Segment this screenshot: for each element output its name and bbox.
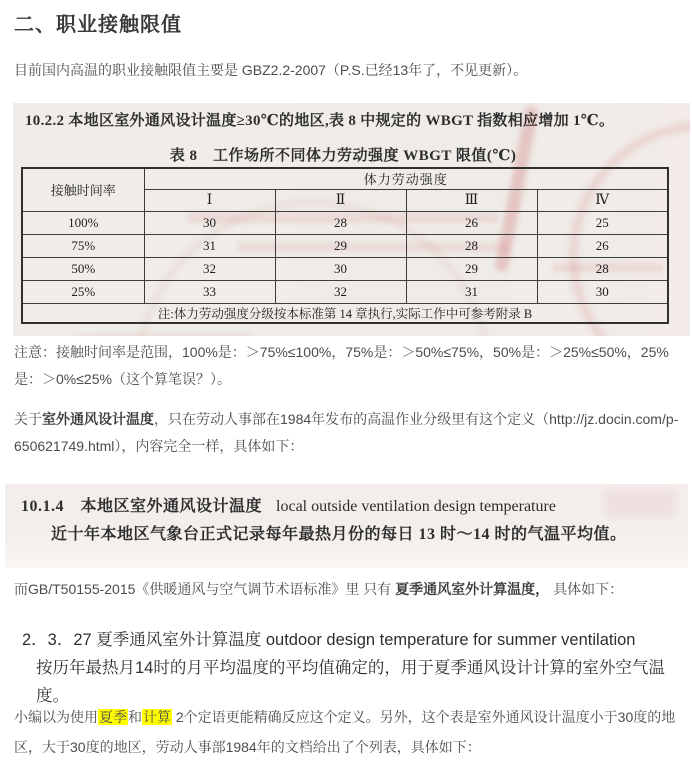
red-stamp-smudge bbox=[73, 333, 253, 336]
cell-value: 30 bbox=[144, 211, 275, 234]
cell-value: 28 bbox=[406, 234, 537, 257]
cell-value: 28 bbox=[275, 211, 406, 234]
intro-paragraph: 目前国内高温的职业接触限值主要是 GBZ2.2-2007（P.S.已经13年了，不见更新）。 bbox=[14, 62, 528, 78]
table-row bbox=[22, 234, 668, 257]
gbt-standard-paragraph bbox=[14, 576, 686, 603]
clause-definition: 近十年本地区气象台正式记录每年最热月份的每日 13 时～14 时的气温平均值。 bbox=[51, 526, 627, 543]
table-group-header: 体力劳动强度 bbox=[144, 168, 668, 189]
column-header: Ⅲ bbox=[406, 189, 537, 211]
about-prefix: 关于 bbox=[14, 411, 42, 427]
cell-value: 32 bbox=[275, 280, 406, 303]
definition-quote-2-3-27 bbox=[14, 626, 692, 710]
gbt-suffix: 具体如下： bbox=[549, 581, 624, 597]
cell-value: 33 bbox=[144, 280, 275, 303]
clause-term-cn: 10.1.4 本地区室外通风设计温度 bbox=[21, 498, 263, 515]
cell-value: 26 bbox=[537, 234, 668, 257]
cell-value: 32 bbox=[144, 257, 275, 280]
wbgt-limit-table bbox=[21, 167, 669, 324]
table-row bbox=[22, 211, 668, 234]
cell-value: 29 bbox=[406, 257, 537, 280]
cell-value: 30 bbox=[275, 257, 406, 280]
highlighted-word-summer: 夏季 bbox=[99, 709, 127, 725]
term-summer-ventilation-outdoor-temp: 夏季通风室外计算温度， bbox=[395, 581, 550, 597]
scanned-standard-image-wbgt-table[interactable] bbox=[13, 103, 690, 336]
cell-value: 31 bbox=[406, 280, 537, 303]
table-row bbox=[22, 257, 668, 280]
cell-value: 26 bbox=[406, 211, 537, 234]
cell-value: 29 bbox=[275, 234, 406, 257]
quote-line-1: 2．3．27 夏季通风室外计算温度 outdoor design temperature for summer ventilation bbox=[22, 631, 636, 649]
about-rest-with-url: ，只在劳动人事部在1984年发布的高温作业分级里有这个定义（http://jz.docin.com/p-650621749.html），内容完全一样，具体如下： bbox=[14, 411, 679, 454]
term-outdoor-ventilation-design-temperature: 室外通风设计温度 bbox=[42, 411, 154, 427]
table-row bbox=[22, 280, 668, 303]
opinion-prefix: 小编以为使用 bbox=[14, 709, 98, 725]
clause-10-2-2: 10.2.2 本地区室外通风设计温度≥30℃的地区,表 8 中规定的 WBGT 指数相应增加 1℃。 bbox=[25, 113, 615, 129]
cell-value: 28 bbox=[537, 257, 668, 280]
note-paragraph: 注意：接触时间率是范围，100%是：＞75%≤100%，75%是：＞50%≤75%，50%是：＞25%≤50%，25%是：＞0%≤25%（这个算笔误？）。 bbox=[14, 344, 669, 387]
column-header: Ⅱ bbox=[275, 189, 406, 211]
table-8-title: 表 8 工作场所不同体力劳动强度 WBGT 限值(℃) bbox=[169, 148, 517, 164]
section-heading: 二、职业接触限值 bbox=[14, 14, 182, 36]
clause-term-en: local outside ventilation design temperature bbox=[276, 498, 556, 515]
table-corner-header: 接触时间率 bbox=[22, 168, 144, 211]
row-label: 100% bbox=[22, 211, 144, 234]
clause-10-1-4 bbox=[21, 496, 556, 518]
row-label: 75% bbox=[22, 234, 144, 257]
table-note-row bbox=[22, 303, 668, 323]
gbt-prefix: 而GB/T50155-2015《供暖通风与空气调节术语标准》里 只有 bbox=[14, 581, 396, 597]
row-label: 50% bbox=[22, 257, 144, 280]
column-header: Ⅰ bbox=[144, 189, 275, 211]
cell-value: 30 bbox=[537, 280, 668, 303]
opinion-mid: 和 bbox=[128, 709, 142, 725]
editor-opinion-paragraph bbox=[14, 702, 686, 762]
about-term-paragraph bbox=[14, 406, 686, 460]
opinion-rest: 2个定语更能精确反应这个定义。另外，这个表是室外通风设计温度小于30度的地区，大于30度的地区，劳动人事部1984年的文档给出了个列表，具体如下： bbox=[14, 709, 676, 755]
pink-scan-artifact bbox=[605, 490, 675, 516]
scanned-standard-image-definition[interactable] bbox=[5, 484, 688, 568]
row-label: 25% bbox=[22, 280, 144, 303]
quote-line-2: 按历年最热月14时的月平均温度的平均值确定的，用于夏季通风设计计算的室外空气温度。 bbox=[36, 659, 665, 705]
table-note: 注:体力劳动强度分级按本标准第 14 章执行,实际工作中可参考附录 B bbox=[22, 303, 668, 323]
cell-value: 31 bbox=[144, 234, 275, 257]
column-header: Ⅳ bbox=[537, 189, 668, 211]
highlighted-word-calculation: 计算 bbox=[143, 709, 171, 725]
cell-value: 25 bbox=[537, 211, 668, 234]
